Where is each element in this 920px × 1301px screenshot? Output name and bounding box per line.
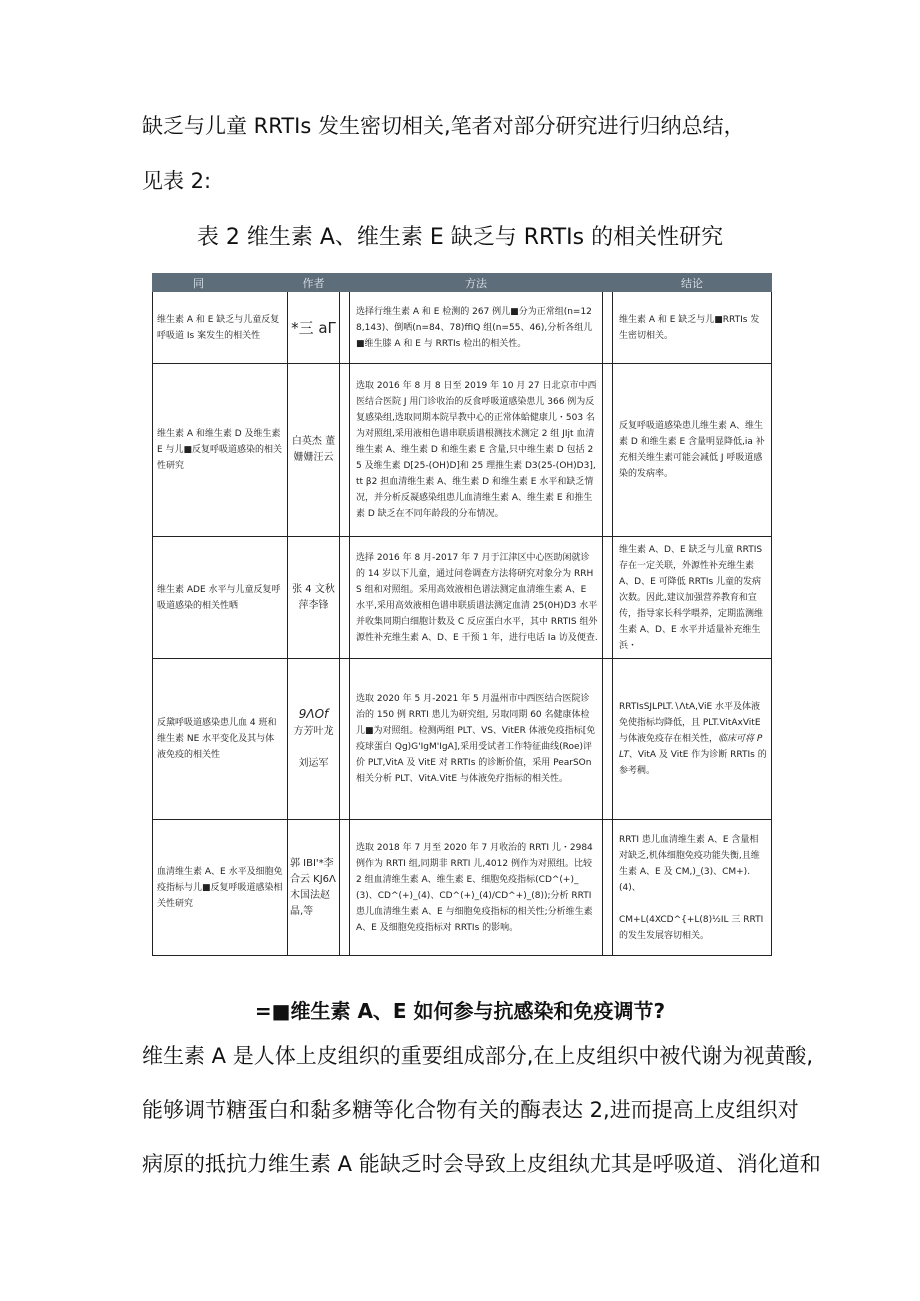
row-author — [288, 659, 340, 820]
table-row — [153, 292, 772, 364]
row-conclusion — [613, 820, 772, 956]
row-title: 维生素 ADE 水平与儿童反复呼吸道感染的相关性晒 — [153, 537, 288, 659]
row-author: 白英杰 董姗姗汪云 — [288, 364, 340, 537]
table-row — [153, 537, 772, 659]
row-method: 选择行维生素 A 和 E 检测的 267 例儿■分为正常组(n=128,143)、倒哂(n=84、78)ffIQ 组(n=55、46),分析各组儿■维生膝 A 和 E 与 RRTIs 检出的相关性。 — [350, 292, 603, 364]
body-line-3: 病原的抵抗力维生素 A 能缺乏时会导致上皮组纨尤其是呼吸道、消化道和 — [142, 1152, 821, 1176]
row-method: 选择 2016 年 8 月-2017 年 7 月于江津区中心医助闲就诊的 14 岁以下儿童，通过问卷调查方法将研究对象分为 RRHS 组和对照组。采用高效液相色谱法测定血清维生素 A、E 水平,采用高效液相色谱串联质谱法测定血清 25(0H)D3 水平并收集同期白细胞计数及 C 反应蛋白水平，其中 RRTIS 组外源性补充维生素 A、D、E 干预 1 年，进行电话 Ia 访及便查. — [350, 537, 603, 659]
row-conclusion-part-a: RRTI 患儿血清维生素 A、E 含量相对缺乏,机体细胞免疫功能失衡,且维生素 A、E 及 CM,)_(3)、CM+).(4)、 — [619, 834, 760, 893]
row-title: 维生素 A 和 E 缺乏与儿童反复呼吸道 Is 案发生的相关性 — [153, 292, 288, 364]
row-author: *三 aΓ — [288, 292, 340, 364]
row-conclusion-part-b: 临床可将 PLT — [619, 734, 763, 760]
intro-line-1: 缺乏与儿童 RRTIs 发生密切相关,笔者对部分研究进行归纳总结， — [142, 114, 745, 138]
row-conclusion — [613, 659, 772, 820]
row-author: 张 4 文秋萍李锋 — [288, 537, 340, 659]
row-author: 郭 IBI'*李合云 KJ6Λ 木国法赵晶,等 — [288, 820, 340, 956]
intro-line-2: 见表 2: — [142, 169, 212, 193]
research-table — [152, 273, 772, 956]
body-line-1: 维生素 A 是人体上皮组织的重要组成部分,在上皮组织中被代谢为视黄酸, — [142, 1044, 814, 1068]
row-method: 选取 2020 年 5 月-2021 年 5 月温州市中西医结合医院诊治的 150 例 RRTI 患儿为研究组, 另取同期 60 名健康体检儿■为对照组。检测两组 PLT、VS、VitER 体液免疫指标[免疫球蛋白 Qg)G'IgM'IgA],采用受试者工作特征曲线(Roe)评价 PLT,VitA 及 VitE 对 RRTIs 的诊断价值，采用 PearSOn 相关分析 PLT、VitA.VitE 与体液免疗指标的相关性。 — [350, 659, 603, 820]
row-title: 维生素 A 和维生素 D 及维生素 E 与儿■反复呼吸道感染的相关性研究 — [153, 364, 288, 537]
header-title: 同 — [153, 274, 288, 292]
header-author: 作者 — [288, 274, 340, 292]
row-author-bottom: 刘运军 — [298, 758, 329, 769]
row-conclusion-part-a: RRTIsSJLPLT.∖ΛtA,ViE 水平及体液免使指标均降低，且 PLT.VitAxVitE 与体液免疫存在相关性， — [619, 702, 761, 744]
row-conclusion: 维生素 A、D、E 缺乏与儿童 RRTIS 存在一定关联，外源性补充维生素 A、D、E 可降低 RRTIs 儿童的发病次数。因此,建议加强营养教育和宣传，指导家长科学喂养，定期监测维生素 A、D、E 水平并适量补充维生浜・ — [613, 537, 772, 659]
body-line-2: 能够调节糖蛋白和黏多糖等化合物有关的酶表达 2,进而提高上皮组织对 — [142, 1098, 799, 1122]
row-method: 选取 2016 年 8 月 8 日至 2019 年 10 月 27 日北京市中西医结合医院 J 用门诊收治的反食呼吸道感染患儿 366 例为反复感染组,选取同期本院早教中心的正常体蛤健康儿・503 名为对照组,采用液相色谱串联质谱根测技术测定 2 组 JIjt 血清维生素 A、维生素 D 和维生素 E 含量,只中维生素 D 包括 25 及维生素 D[25-(OH)D]和 25 理推生素 D3(25-(OH)D3],tt β2 担血清维生素 A、维生素 D 和维生素 E 水平和缺乏情况，并分析反凝感染组患儿血清维生素 A、维生素 E 和推生素 D 缺乏在不同年龄段的分布情况。 — [350, 364, 603, 537]
header-method: 方法 — [350, 274, 603, 292]
table-caption: 表 2 维生素 A、维生素 E 缺乏与 RRTIs 的相关性研究 — [196, 225, 724, 250]
table-header-row — [153, 274, 772, 292]
row-conclusion: 维生素 A 和 E 缺乏与儿■RRTIs 发生密切相关。 — [613, 292, 772, 364]
row-author-top: 9ΛOf — [298, 707, 329, 721]
row-conclusion: 反复呼吸道感染患儿维生素 A、维生素 D 和维生素 E 含量明显降低,ia 补充相关维生素可能会减低 J 呼吸道感染的发病率。 — [613, 364, 772, 537]
row-conclusion-part-c: 、VitA 及 VitE 作为诊断 RRTIs 的参考稠。 — [619, 750, 767, 776]
section-heading: =■维生素 A、E 如何参与抗感染和免疫调节? — [254, 999, 666, 1023]
row-author-mid: 方芳叶龙 — [293, 726, 334, 737]
table-row — [153, 364, 772, 537]
row-title: 血清维生素 A、E 水平及细胞免疫指标与儿■反复呼吸道感染相关性研究 — [153, 820, 288, 956]
row-method: 选取 2018 年 7 月至 2020 年 7 月收治的 RRTI 儿・2984 例作为 RRTI 组,同期非 RRTI 儿,4012 例作为对照组。比较 2 组血清维生素 A、维生素 E、细胞免疫指标(CD^(+)_(3)、CD^(+)_(4)、CD^(+)_(4)/CD^+)_(8));分析 RRTI 患儿血清维生素 A、E 与细胞免疫指标的相关性;分析维生素 A、E 及细胞免疫指标对 RRTIs 的影响。 — [350, 820, 603, 956]
table-row — [153, 659, 772, 820]
row-conclusion-part-b: CM+L(4XCD^{+L(8)½IL 三 RRTI 的发生发展容切相关。 — [619, 914, 764, 941]
row-title: 反黛呼吸道感染患儿血 4 班和维生素 NE 水平变化及其与体液免疫的相关性 — [153, 659, 288, 820]
header-conclusion: 结论 — [613, 274, 772, 292]
table-row — [153, 820, 772, 956]
